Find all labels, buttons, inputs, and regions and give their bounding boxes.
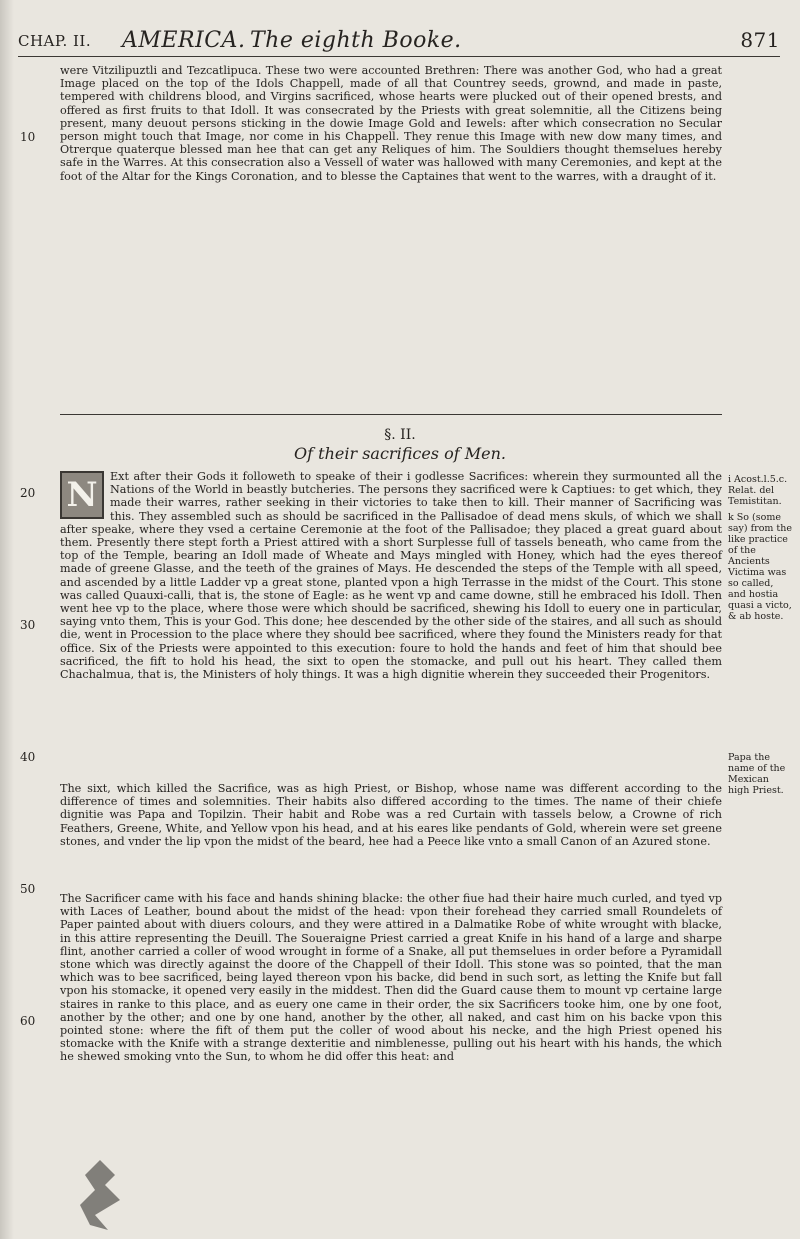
line-number: 60 — [20, 1014, 36, 1028]
running-header — [18, 22, 780, 54]
line-number: 50 — [20, 882, 36, 896]
ink-smudge — [60, 1155, 130, 1235]
decorated-initial: N — [60, 471, 104, 519]
paragraph-opening — [60, 64, 722, 183]
page-number: 871 — [740, 28, 780, 52]
paragraph-sacrificer — [60, 892, 722, 1064]
chapter-label: CHAP. II. — [18, 32, 92, 50]
margin-note-papa: Papa the name of the Mexican high Priest. — [728, 752, 786, 796]
margin-note-i: i Acost.l.5.c. Relat. del Temistitan. — [728, 474, 788, 507]
paragraph-sacrifices — [60, 470, 722, 681]
line-number: 30 — [20, 618, 36, 632]
section-rule — [60, 414, 722, 415]
paragraph-text: were Vitzilipuztli and Tezcatlipuca. These two were accounted Brethren: There was another God, who had a great Image placed on the top of the Idols Chappell, made of all that Countrey seeds, grownd, and made in paste, tempered with childrens blood, and Virgins sacrificed, whose hearts were plucked out of their opened brests, and offered as first fruits to that Idoll. It was consecrated by the Priests with great solemnitie, all the Citizens being present, many deuout persons sticking in the dowie Image Gold and Iewels: after which consecration no Secular person might touch that Image, nor come in his Chappell. They renue this Image with new dow many times, and Otrerque quaterque blessed man hee that can get any Reliques of him. The Souldiers thought themselues hereby safe in the Warres. At this consecration also a Vessell of water was hallowed with many Ceremonies, and kept at the foot of the Altar for the Kings Coronation, and to blesse the Captaines that went to the warres, with a draught of it. — [60, 64, 722, 183]
line-number: 20 — [20, 486, 36, 500]
paragraph-text: The Sacrificer came with his face and hands shining blacke: the other fiue had their haire much curled, and tyed vp with Laces of Leather, bound about the midst of the head: vpon their forehead they carried small Roundelets of Paper painted about with diuers colours, and they were attired in a Dalmatike Robe of white wrought with blacke, in this attire representing the Deuill. The Soueraigne Priest carried a great Knife in his hand of a large and sharpe flint, another carried a coller of wood wrought in forme of a Snake, all put themselues in order before a Pyramidall stone which was directly against the doore of the Chappell of their Idoll. This stone was so pointed, that the man which was to bee sacrificed, being layed thereon vpon his backe, did bend in such sort, as letting the Knife but fall vpon his stomacke, it opened very easily in the middest. Then did the Guard cause them to mount vp certaine large staires in ranke to this place, and as euery one came in their order, the six Sacrificers tooke him, one by one foot, another by the other; and one by one hand, another by the other, all naked, and cast him on his backe vpon this pointed stone: where the fift of them put the coller of wood about his necke, and the high Priest opened his stomacke with the Knife with a strange dexteritie and nimblenesse, pulling out his heart with his hands, the which he shewed smoking vnto the Sun, to whom he did offer this heat: and — [60, 892, 722, 1064]
section-title: Of their sacrifices of Men. — [294, 444, 506, 463]
book-number: The eighth Booke. — [250, 28, 462, 53]
header-rule — [18, 56, 780, 57]
paragraph-text: Ext after their Gods it followeth to speake of their i godlesse Sacrifices: wherein they surmounted all the Nations of the World in beastly butcheries. The persons they sacrificed were k Captiues: to get which, they made their warres, rather seeking in their victories to take then to kill. Their manner of Sacrificing was this. They assembled such as should be sacrificed in the Pallisadoe of dead mens skuls, of which we shall after speake, where they vsed a certaine Ceremonie at the foot of the Pallisadoe; they placed a great guard about them. Presently there stept forth a Priest attired with a short Surplesse full of tassels beneath, who came from the top of the Temple, bearing an Idoll made of Wheate and Mays mingled with Honey, which had the eyes thereof made of greene Glasse, and the teeth of the graines of Mays. He descended the steps of the Temple with all speed, and ascended by a little Ladder vp a great stone, planted vpon a high Terrasse in the midst of the Court. This stone was called Quauxi-calli, that is, the stone of Eagle: as he went vp and came downe, still he embraced his Idoll. Then went hee vp to the place, where those were which should be sacrificed, shewing his Idoll to euery one in particular, saying vnto them, This is your God. This done; hee descended by the other side of the staires, and all such as should die, went in Procession to the place where they should bee sacrificed, where they found the Ministers ready for that office. Six of the Priests were appointed to this execution: foure to hold the hands and feet of him that should bee sacrificed, the fift to hold his head, the sixt to open the stomacke, and pull out his heart. They called them Chachalmua, that is, the Ministers of holy things. It was a high dignitie wherein they succeeded their Progenitors. — [60, 470, 722, 682]
book-title: AMERICA. — [122, 28, 246, 53]
line-number: 40 — [20, 750, 36, 764]
scan-edge-shadow — [0, 0, 14, 1239]
section-mark: §. II. — [384, 427, 416, 443]
line-number: 10 — [20, 130, 36, 144]
paragraph-text: The sixt, which killed the Sacrifice, was as high Priest, or Bishop, whose name was different according to the difference of times and solemnities. Their habits also differed according to the times. The name of their chiefe dignitie was Papa and Topilzin. Their habit and Robe was a red Curtain with tassels below, a Crowne of rich Feathers, Greene, White, and Yellow vpon his head, and at his eares like pendants of Gold, wherein were set greene stones, and vnder the lip vpon the midst of the beard, hee had a Peece like vnto a small Canon of an Azured stone. — [60, 782, 722, 848]
paragraph-high-priest — [60, 782, 722, 848]
margin-note-k: k So (some say) from the like practice of the Ancients Victima was so called, and hostia quasi a victo, & ab hoste. — [728, 512, 792, 622]
